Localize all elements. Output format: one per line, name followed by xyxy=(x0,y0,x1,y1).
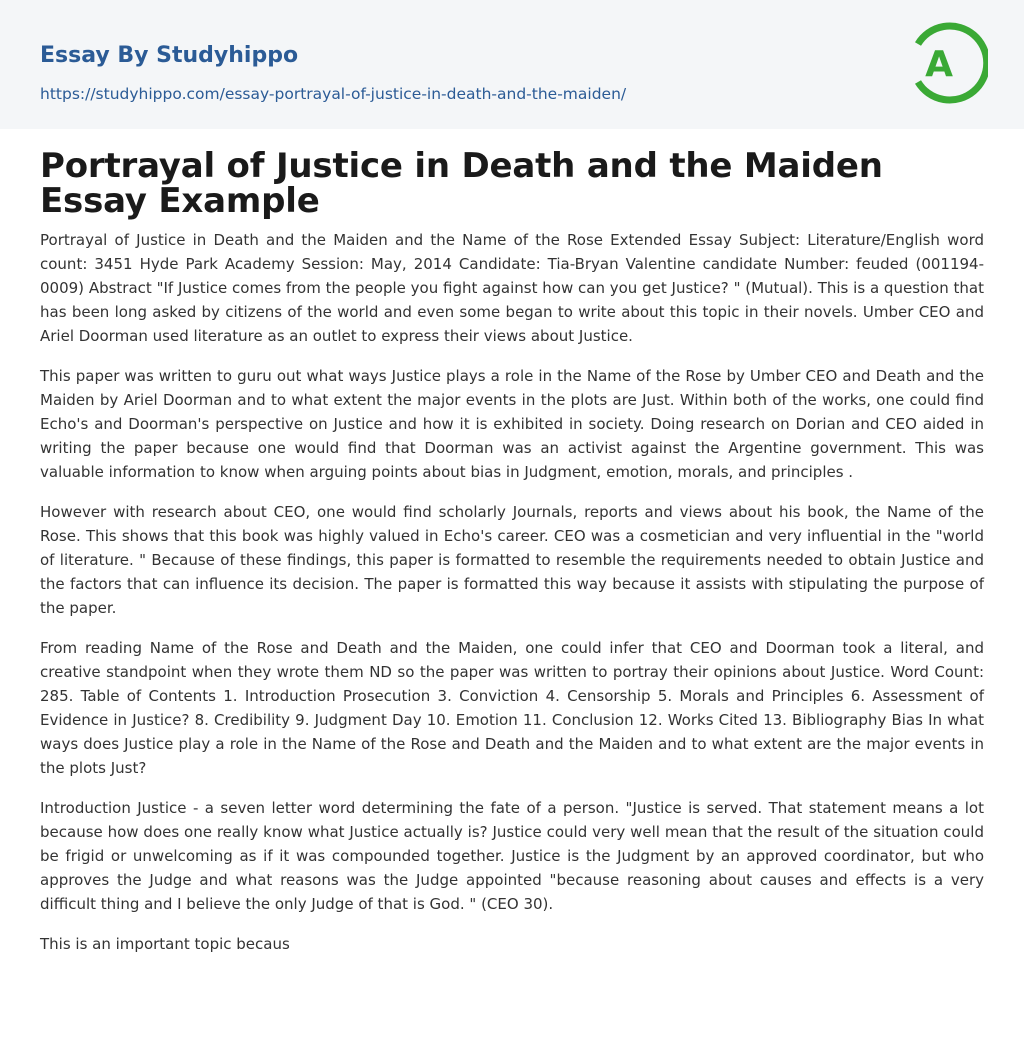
article xyxy=(40,146,984,972)
article-paragraph: From reading Name of the Rose and Death and the Maiden, one could infer that CEO and Doorman took a literal, and creative standpoint when they wrote them ND so the paper was written to portray their opinions about Justice. Word Count: 285. Table of Contents 1. Introduction Prosecution 3. Conviction 4. Censorship 5. Morals and Principles 6. Assessment of Evidence in Justice? 8. Credibility 9. Judgment Day 10. Emotion 11. Conclusion 12. Works Cited 13. Bibliography Bias In what ways does Justice play a role in the Name of the Rose and Death and the Maiden and to what extent are the major events in the plots Just? xyxy=(40,639,984,777)
article-paragraph: Portrayal of Justice in Death and the Maiden and the Name of the Rose Extended Essay Subject: Literature/English word count: 3451 Hyde Park Academy Session: May, 2014 Candidate: Tia-Bryan Valentine candidate Number: feuded (001194-0009) Abstract "If Justice comes from the people you fight against how can you get Justice? " (Mutual). This is a question that has been long asked by citizens of the world and even some began to write about this topic in their novels. Umber CEO and Ariel Doorman used literature as an outlet to express their views about Justice. xyxy=(40,231,984,345)
site-name[interactable]: Essay By Studyhippo xyxy=(40,43,299,68)
site-header xyxy=(0,0,1024,129)
article-title-line-2: Essay Example xyxy=(40,181,320,221)
studyhippo-logo[interactable] xyxy=(910,18,988,108)
article-title-line-1: Portrayal of Justice in Death and the Maiden xyxy=(40,146,883,186)
logo-letter: A xyxy=(925,44,953,85)
article-paragraph: Introduction Justice - a seven letter word determining the fate of a person. "Justice is served. That statement means a lot because how does one really know what Justice actually is? Justice could very well mean that the result of the situation could be frigid or unwelcoming as if it was compounded together. Justice is the Judgment by an approved coordinator, but who approves the Judge and what reasons was the Judge appointed "because reasoning about causes and effects is a very difficult thing and I believe the only Judge of that is God. " (CEO 30). xyxy=(40,799,984,913)
article-paragraph: However with research about CEO, one would find scholarly Journals, reports and views about his book, the Name of the Rose. This shows that this book was highly valued in Echo's career. CEO was a cosmetician and very influential in the "world of literature. " Because of these findings, this paper is formatted to resemble the requirements needed to obtain Justice and the factors that can influence its decision. The paper is formatted this way because it assists with stipulating the purpose of the paper. xyxy=(40,503,984,617)
article-paragraph-truncated: This is an important topic becaus xyxy=(40,935,290,953)
article-title xyxy=(40,146,984,221)
article-paragraph: This paper was written to guru out what ways Justice plays a role in the Name of the Rose by Umber CEO and Death and the Maiden by Ariel Doorman and to what extent the major events in the plots are Just. Within both of the works, one could find Echo's and Doorman's perspective on Justice and how it is exhibited in society. Doing research on Dorian and CEO aided in writing the paper because one would find that Doorman was an activist against the Argentine government. This was valuable information to know when arguing points about bias in Judgment, emotion, morals, and principles . xyxy=(40,367,984,481)
article-url-link[interactable]: https://studyhippo.com/essay-portrayal-of-justice-in-death-and-the-maiden/ xyxy=(40,85,627,103)
